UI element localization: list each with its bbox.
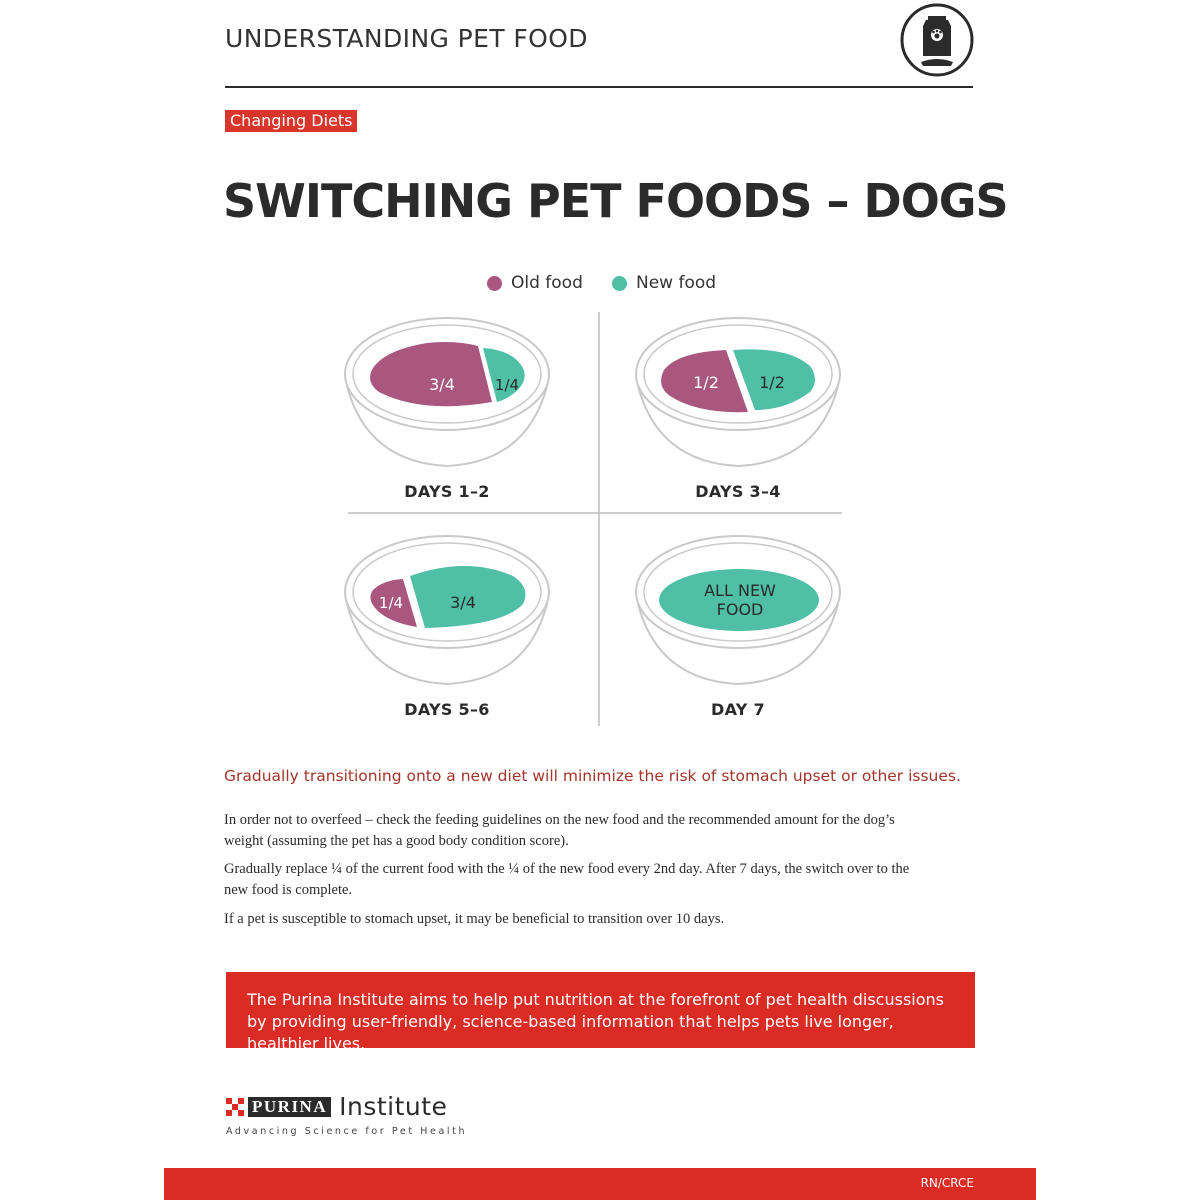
header-title: UNDERSTANDING PET FOOD — [225, 24, 588, 53]
intro-text: Gradually transitioning onto a new diet will minimize the risk of stomach upset or other issues. — [224, 767, 961, 785]
fraction-label: 1/2 — [693, 373, 719, 392]
brand-name: PURINA — [248, 1097, 331, 1117]
brand-suffix: Institute — [339, 1092, 448, 1121]
fraction-label: 3/4 — [450, 593, 476, 612]
category-badge: Changing Diets — [225, 110, 357, 132]
paragraph-2: Gradually replace ¼ of the current food with the ¼ of the new food every 2nd day. After 7 days, the switch over to the new food is complete. — [224, 861, 910, 898]
page-title: SWITCHING PET FOODS – DOGS — [223, 174, 1008, 228]
bowl-days-5-6 — [345, 536, 549, 684]
checkerboard-icon — [226, 1098, 244, 1116]
stage-label-days-1-2: DAYS 1–2 — [404, 482, 490, 501]
bowl-days-3-4 — [636, 318, 840, 466]
stage-label-days-5-6: DAYS 5–6 — [404, 700, 490, 719]
stage-label-day-7: DAY 7 — [711, 700, 765, 719]
footer-bar — [164, 1168, 1036, 1200]
fraction-label: 1/4 — [378, 594, 404, 612]
fraction-label: 3/4 — [429, 375, 455, 394]
paragraph-3: If a pet is susceptible to stomach upset, it may be beneficial to transition over 10 days. — [224, 911, 725, 927]
brand-tagline: Advancing Science for Pet Health — [226, 1126, 468, 1137]
all-new-label-line1: ALL NEW — [704, 581, 776, 600]
paragraph-1: In order not to overfeed – check the feeding guidelines on the new food and the recommended amount for the dog’s weight (assuming the pet has a good body condition score). — [224, 812, 895, 849]
fraction-label: 1/2 — [759, 373, 785, 392]
mission-text: The Purina Institute aims to help put nutrition at the forefront of pet health discussions by providing user-friendly, science-based information that helps pets live longer, healthier lives. — [247, 990, 944, 1053]
legend-new-label: New food — [636, 273, 717, 293]
footer-code: RN/CRCE — [920, 1176, 974, 1190]
stage-label-days-3-4: DAYS 3–4 — [695, 482, 781, 501]
legend-old-label: Old food — [511, 273, 583, 293]
fraction-label: 1/4 — [494, 376, 520, 394]
purina-institute-logo — [226, 1092, 447, 1121]
mission-banner — [226, 972, 975, 1053]
all-new-label-line2: FOOD — [716, 600, 764, 619]
